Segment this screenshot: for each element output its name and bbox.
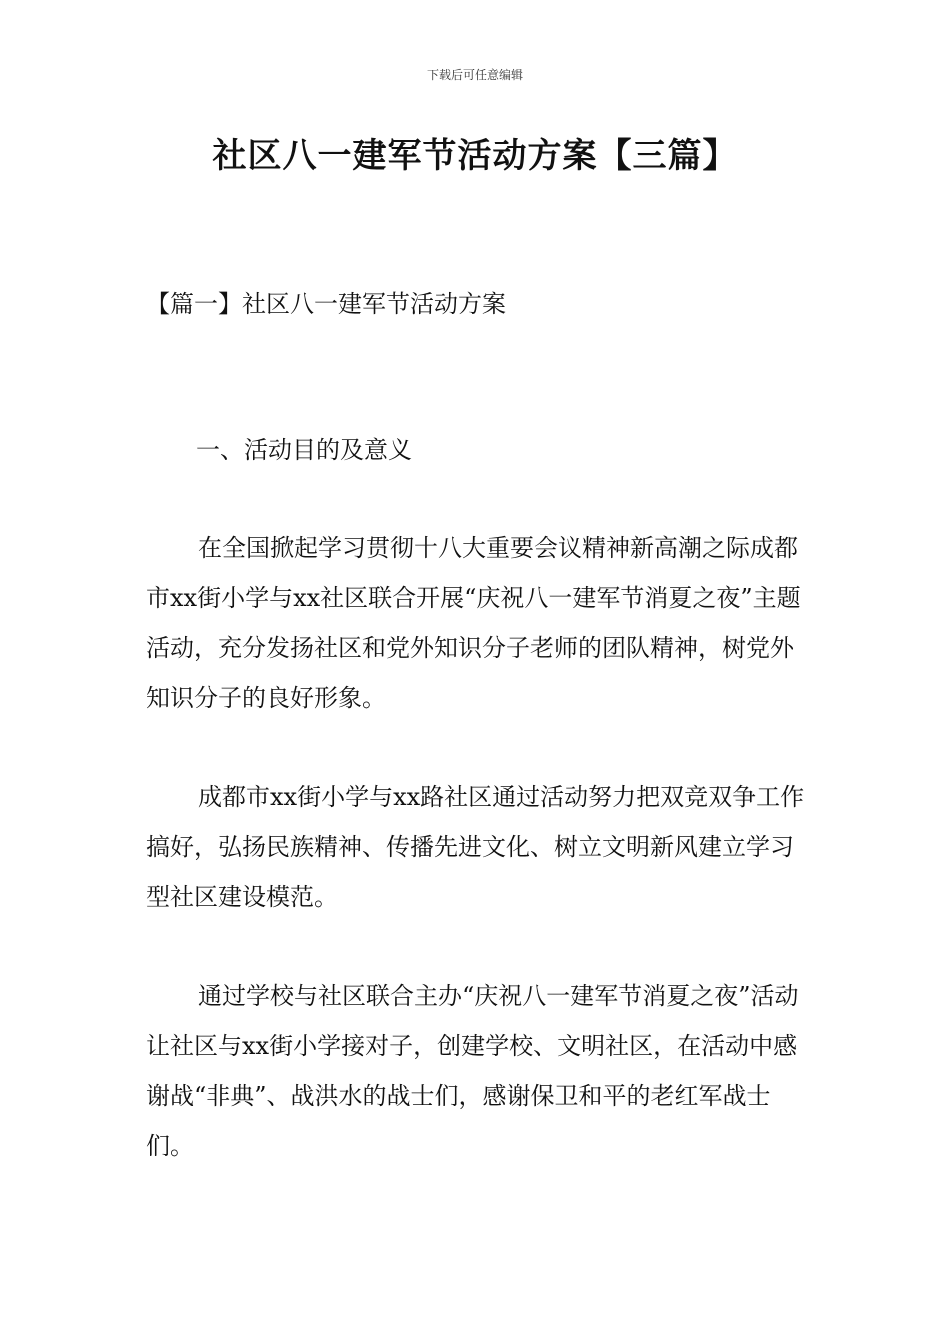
paragraph: 通过学校与社区联合主办“庆祝八一建军节消夏之夜”活动让社区与xx街小学接对子，创建学校、文明社区，在活动中感谢战“非典”、战洪水的战士们，感谢保卫和平的老红军战士们。 [146, 982, 799, 1160]
section-heading: 一、活动目的及意义 [196, 436, 412, 464]
paragraph: 成都市xx街小学与xx路社区通过活动努力把双竞双争工作搞好，弘扬民族精神、传播先进文化、树立文明新风建立学习型社区建设模范。 [146, 783, 805, 911]
header-note: 下载后可任意编辑 [426, 68, 523, 82]
document-title: 社区八一建军节活动方案【三篇】 [212, 136, 738, 176]
paragraph: 在全国掀起学习贯彻十八大重要会议精神新高潮之际成都市xx街小学与xx社区联合开展“庆祝八一建军节消夏之夜”主题活动，充分发扬社区和党外知识分子老师的团队精神，树党外知识分子的良好形象。 [146, 534, 801, 712]
section-title: 【篇一】社区八一建军节活动方案 [146, 290, 506, 318]
